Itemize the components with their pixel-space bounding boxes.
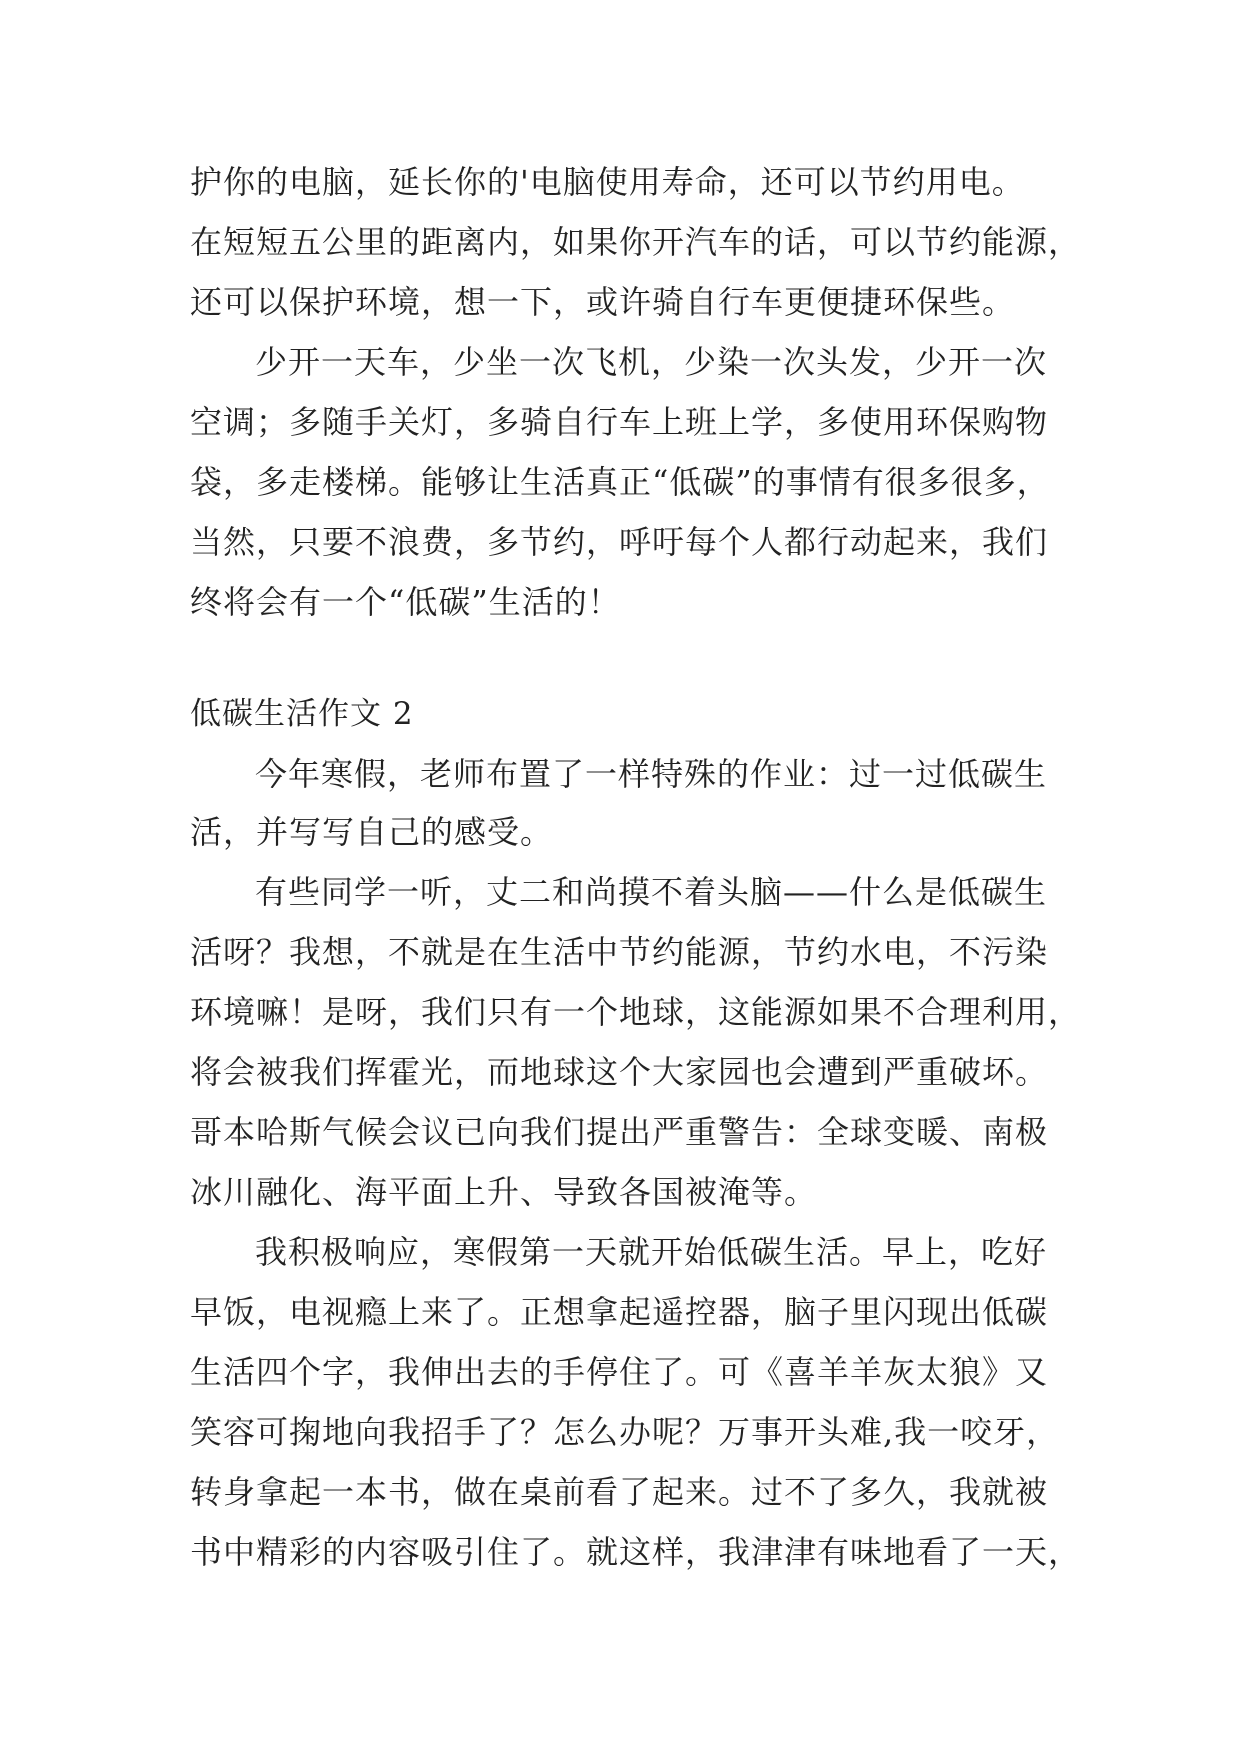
text-line: 环境嘛！是呀，我们只有一个地球，这能源如果不合理利用，	[190, 993, 1082, 1031]
text-line: 生活四个字，我伸出去的手停住了。可《喜羊羊灰太狼》又	[190, 1353, 1049, 1391]
text-line: 有些同学一听，丈二和尚摸不着头脑——什么是低碳生	[255, 873, 1048, 911]
text-line: 护你的电脑，延长你的'电脑使用寿命，还可以节约用电。	[190, 163, 1025, 201]
text-line: 冰川融化、海平面上升、导致各国被淹等。	[190, 1173, 818, 1211]
text-line: 活，并写写自己的感受。	[190, 813, 554, 851]
text-line: 笑容可掬地向我招手了？怎么办呢？万事开头难,我一咬牙，	[190, 1413, 1060, 1451]
text-line: 还可以保护环境，想一下，或许骑自行车更便捷环保些。	[190, 283, 1016, 321]
text-line: 空调；多随手关灯，多骑自行车上班上学，多使用环保购物	[190, 403, 1049, 441]
text-line: 将会被我们挥霍光，而地球这个大家园也会遭到严重破坏。	[190, 1053, 1049, 1091]
text-line: 在短短五公里的距离内，如果你开汽车的话，可以节约能源，	[190, 223, 1082, 261]
text-line: 袋，多走楼梯。能够让生活真正“低碳”的事情有很多很多，	[190, 463, 1050, 501]
text-line: 少开一天车，少坐一次飞机，少染一次头发，少开一次	[255, 343, 1048, 381]
text-line: 转身拿起一本书，做在桌前看了起来。过不了多久，我就被	[190, 1473, 1049, 1511]
text-line: 早饭，电视瘾上来了。正想拿起遥控器，脑子里闪现出低碳	[190, 1293, 1049, 1331]
text-line: 今年寒假，老师布置了一样特殊的作业：过一过低碳生	[255, 755, 1048, 793]
text-line: 活呀？我想，不就是在生活中节约能源，节约水电，不污染	[190, 933, 1049, 971]
text-line: 书中精彩的内容吸引住了。就这样，我津津有味地看了一天，	[190, 1533, 1082, 1571]
section-heading: 低碳生活作文 2	[190, 696, 414, 732]
text-line: 当然，只要不浪费，多节约，呼吁每个人都行动起来，我们	[190, 523, 1049, 561]
text-line: 终将会有一个“低碳”生活的！	[190, 583, 621, 621]
text-line: 我积极响应，寒假第一天就开始低碳生活。早上，吃好	[255, 1233, 1048, 1271]
text-line: 哥本哈斯气候会议已向我们提出严重警告：全球变暖、南极	[190, 1113, 1049, 1151]
